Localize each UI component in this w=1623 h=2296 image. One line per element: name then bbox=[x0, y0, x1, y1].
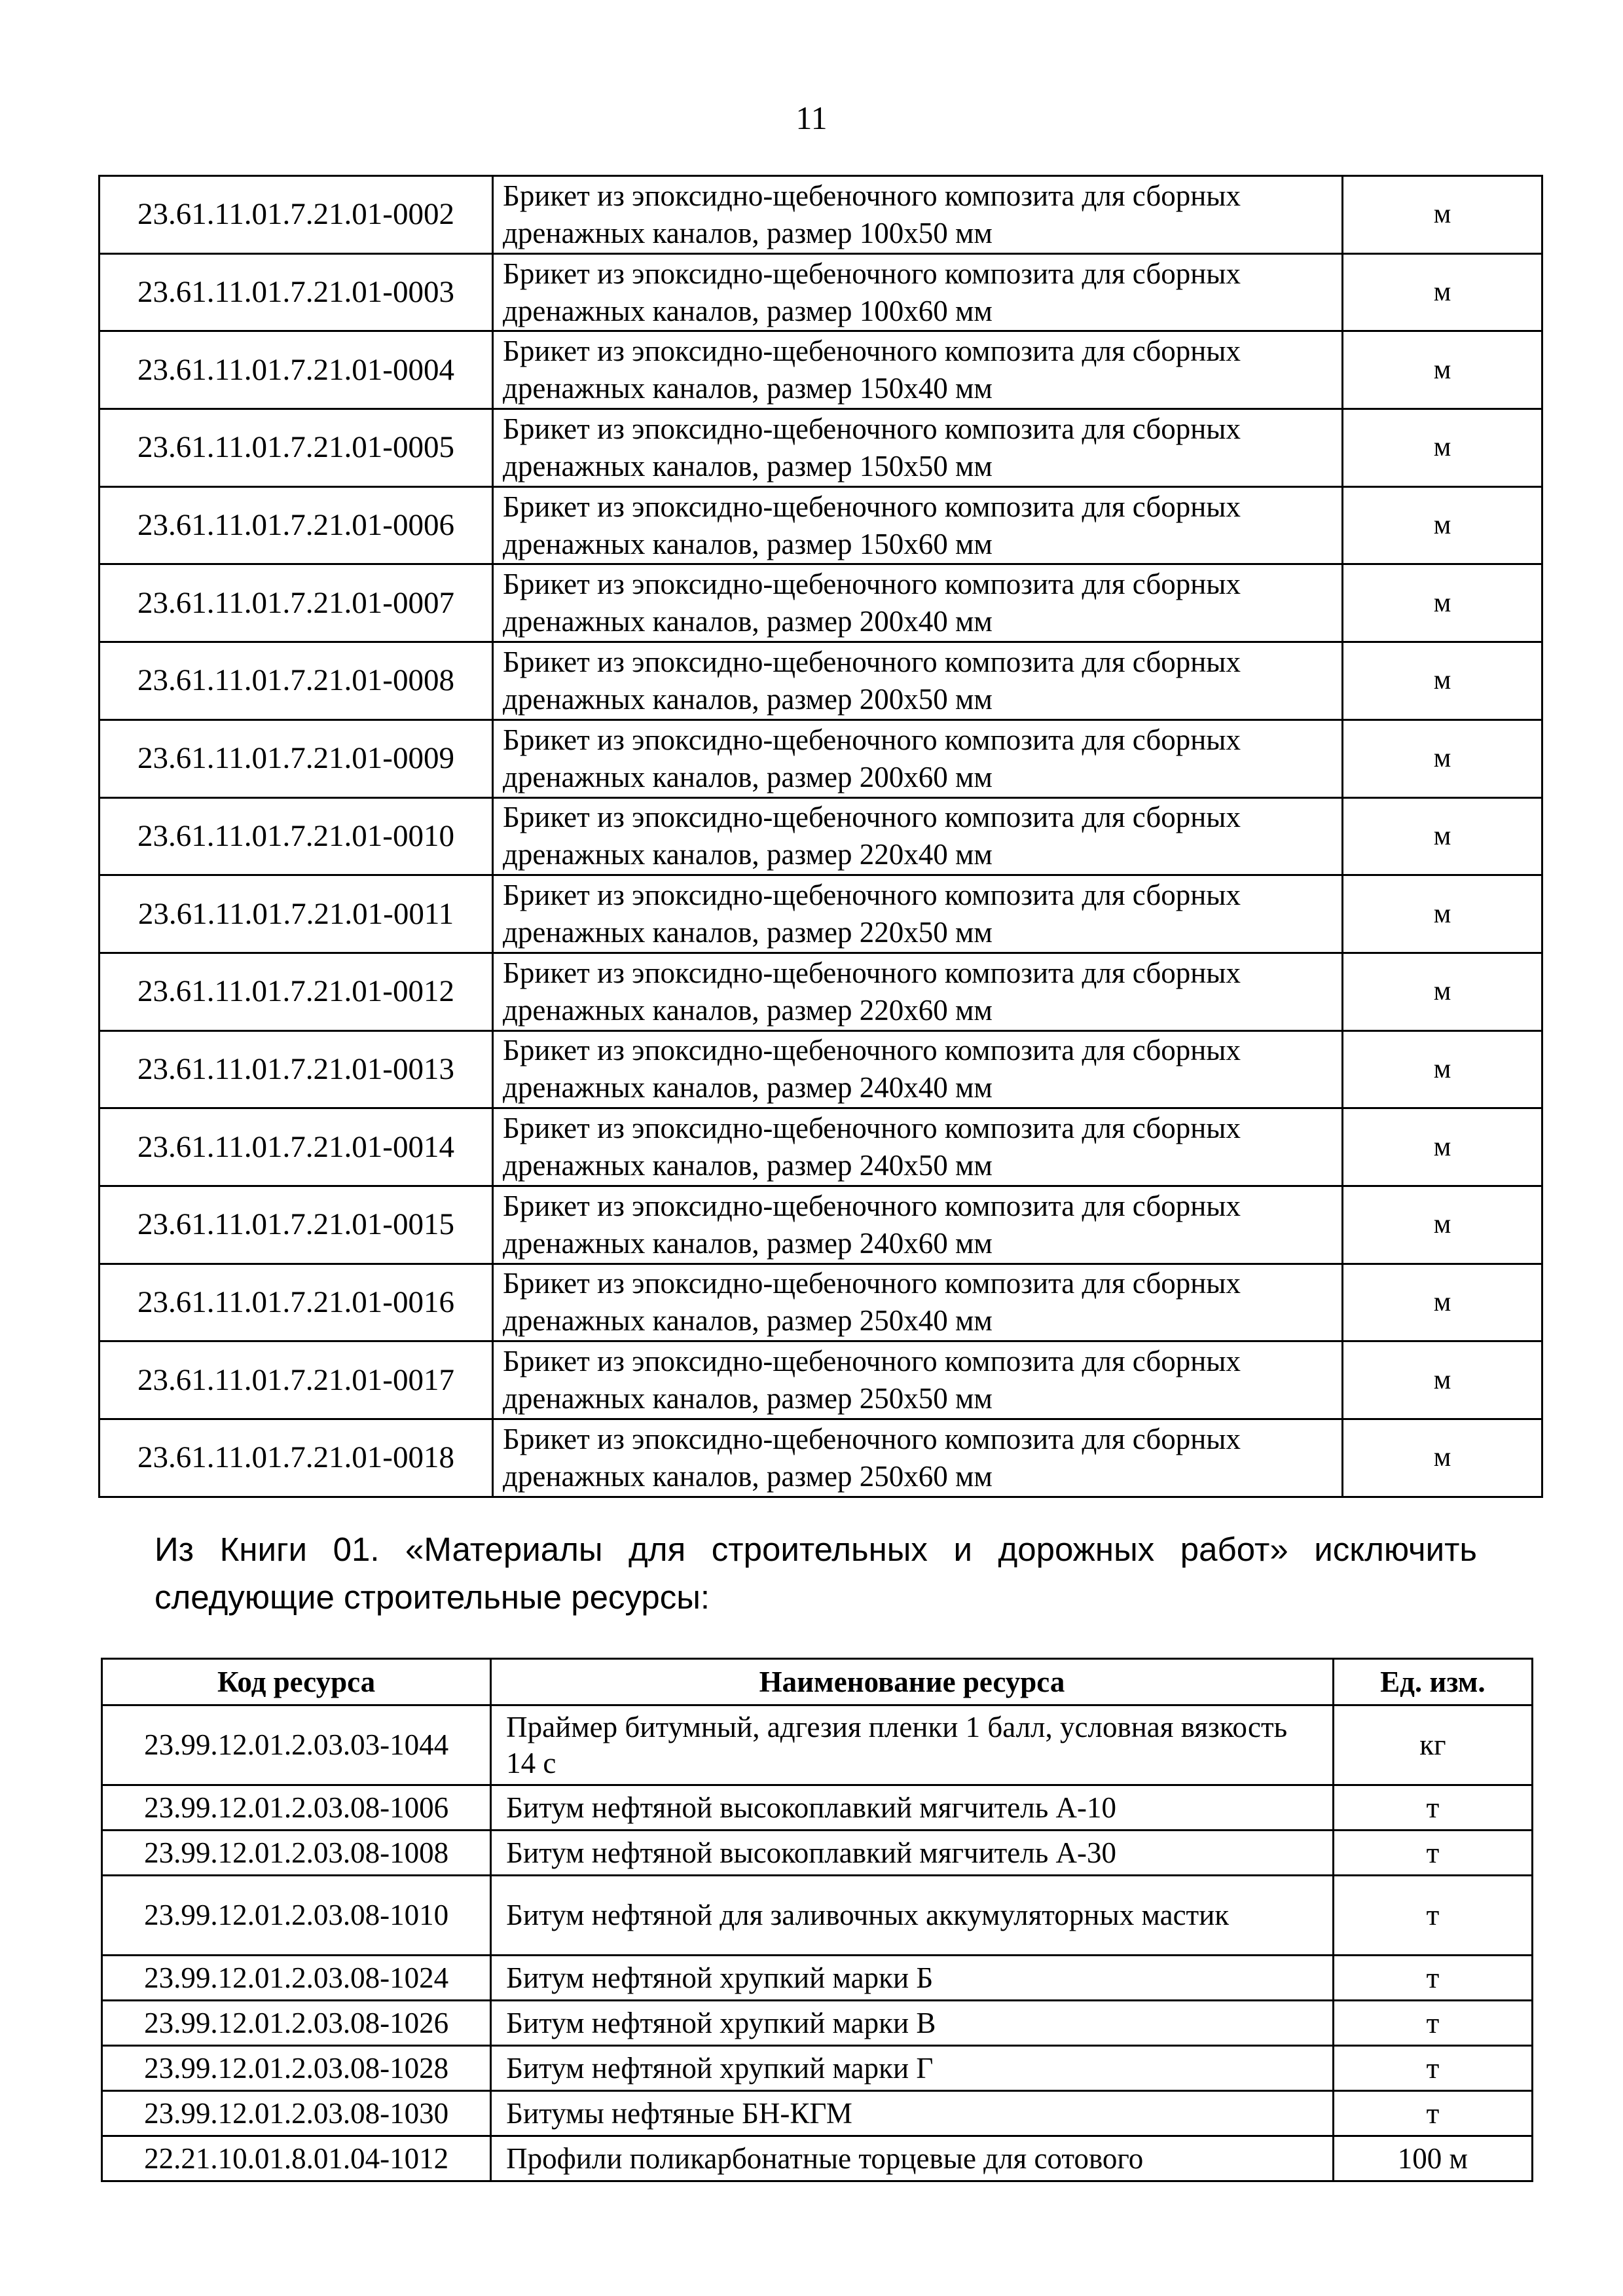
resource-unit-cell: м bbox=[1343, 486, 1542, 564]
resource-name-cell: Битум нефтяной хрупкий марки Г bbox=[491, 2046, 1334, 2091]
table-header-row bbox=[102, 1659, 1533, 1705]
resource-code-cell: 23.61.11.01.7.21.01-0002 bbox=[100, 176, 493, 254]
resource-unit-cell: м bbox=[1343, 331, 1542, 409]
resource-name-cell: Брикет из эпоксидно-щебеночного композита для сборных дренажных каналов, размер 220х60 мм bbox=[493, 953, 1343, 1030]
resource-name-cell: Брикет из эпоксидно-щебеночного композита для сборных дренажных каналов, размер 250х60 мм bbox=[493, 1419, 1343, 1497]
resource-code-cell: 23.61.11.01.7.21.01-0009 bbox=[100, 720, 493, 797]
table-row bbox=[100, 1186, 1542, 1264]
resource-name-cell: Брикет из эпоксидно-щебеночного композита для сборных дренажных каналов, размер 250х50 мм bbox=[493, 1341, 1343, 1419]
table-row bbox=[102, 1705, 1533, 1785]
table-row bbox=[100, 1264, 1542, 1341]
resource-name-cell: Битум нефтяной для заливочных аккумуляторных мастик bbox=[491, 1876, 1334, 1956]
resource-name-cell: Брикет из эпоксидно-щебеночного композита для сборных дренажных каналов, размер 150х50 мм bbox=[493, 409, 1343, 487]
resource-name-cell: Брикет из эпоксидно-щебеночного композита для сборных дренажных каналов, размер 240х60 мм bbox=[493, 1186, 1343, 1264]
resource-code-cell: 23.61.11.01.7.21.01-0004 bbox=[100, 331, 493, 409]
resource-code-cell: 23.61.11.01.7.21.01-0016 bbox=[100, 1264, 493, 1341]
resource-table-body bbox=[100, 176, 1542, 1497]
resource-unit-cell: м bbox=[1343, 253, 1542, 331]
resource-code-cell: 23.99.12.01.2.03.08-1006 bbox=[102, 1785, 491, 1831]
table-row bbox=[100, 1108, 1542, 1186]
table-row bbox=[100, 176, 1542, 254]
resource-code-cell: 23.61.11.01.7.21.01-0015 bbox=[100, 1186, 493, 1264]
resource-name-cell: Битум нефтяной хрупкий марки В bbox=[491, 2001, 1334, 2046]
resource-unit-cell: м bbox=[1343, 1186, 1542, 1264]
table-row bbox=[102, 1831, 1533, 1876]
table-row bbox=[100, 1341, 1542, 1419]
resource-unit-cell: м bbox=[1343, 1108, 1542, 1186]
resource-unit-cell: м bbox=[1343, 409, 1542, 487]
table-row bbox=[100, 409, 1542, 487]
resource-name-cell: Брикет из эпоксидно-щебеночного композита для сборных дренажных каналов, размер 220х50 мм bbox=[493, 875, 1343, 953]
resource-unit-cell: т bbox=[1333, 2046, 1532, 2091]
resource-code-cell: 23.99.12.01.2.03.08-1026 bbox=[102, 2001, 491, 2046]
table-row bbox=[100, 564, 1542, 642]
table-row bbox=[102, 2091, 1533, 2136]
header-unit: Ед. изм. bbox=[1333, 1659, 1532, 1705]
resource-unit-cell: кг bbox=[1333, 1705, 1532, 1785]
resource-unit-cell: м bbox=[1343, 720, 1542, 797]
resource-unit-cell: м bbox=[1343, 1419, 1542, 1497]
resource-code-cell: 23.61.11.01.7.21.01-0003 bbox=[100, 253, 493, 331]
resource-name-cell: Праймер битумный, адгезия пленки 1 балл, условная вязкость 14 с bbox=[491, 1705, 1334, 1785]
table-row bbox=[100, 642, 1542, 720]
resource-unit-cell: т bbox=[1333, 1785, 1532, 1831]
page-number: 11 bbox=[795, 100, 828, 136]
resource-name-cell: Брикет из эпоксидно-щебеночного композита для сборных дренажных каналов, размер 200х50 мм bbox=[493, 642, 1343, 720]
resource-code-cell: 23.61.11.01.7.21.01-0017 bbox=[100, 1341, 493, 1419]
resource-code-cell: 23.99.12.01.2.03.08-1028 bbox=[102, 2046, 491, 2091]
resource-name-cell: Битум нефтяной хрупкий марки Б bbox=[491, 1956, 1334, 2001]
resource-code-cell: 23.99.12.01.2.03.08-1030 bbox=[102, 2091, 491, 2136]
resource-name-cell: Брикет из эпоксидно-щебеночного композита для сборных дренажных каналов, размер 200х60 мм bbox=[493, 720, 1343, 797]
resource-code-cell: 23.61.11.01.7.21.01-0006 bbox=[100, 486, 493, 564]
resource-name-cell: Брикет из эпоксидно-щебеночного композита для сборных дренажных каналов, размер 240х50 мм bbox=[493, 1108, 1343, 1186]
resource-unit-cell: т bbox=[1333, 2001, 1532, 2046]
resource-unit-cell: 100 м bbox=[1333, 2136, 1532, 2181]
resource-name-cell: Брикет из эпоксидно-щебеночного композита для сборных дренажных каналов, размер 220х40 мм bbox=[493, 797, 1343, 875]
resource-name-cell: Битум нефтяной высокоплавкий мягчитель А-10 bbox=[491, 1785, 1334, 1831]
resource-unit-cell: м bbox=[1343, 1341, 1542, 1419]
resource-name-cell: Брикет из эпоксидно-щебеночного композита для сборных дренажных каналов, размер 200х40 мм bbox=[493, 564, 1343, 642]
resource-code-cell: 23.61.11.01.7.21.01-0012 bbox=[100, 953, 493, 1030]
table-row bbox=[100, 953, 1542, 1030]
header-code: Код ресурса bbox=[102, 1659, 491, 1705]
resource-code-cell: 23.61.11.01.7.21.01-0005 bbox=[100, 409, 493, 487]
excluded-resources-table bbox=[101, 1658, 1533, 2182]
table-row bbox=[102, 2046, 1533, 2091]
table-row bbox=[102, 2136, 1533, 2181]
resource-unit-cell: м bbox=[1343, 1264, 1542, 1341]
resource-code-cell: 23.99.12.01.2.03.08-1024 bbox=[102, 1956, 491, 2001]
resource-unit-cell: м bbox=[1343, 797, 1542, 875]
excluded-resources-body bbox=[102, 1705, 1533, 2181]
resource-name-cell: Брикет из эпоксидно-щебеночного композита для сборных дренажных каналов, размер 100х60 мм bbox=[493, 253, 1343, 331]
table-row bbox=[100, 1419, 1542, 1497]
exclusion-paragraph: Из Книги 01. «Материалы для строительных и дорожных работ» исключить следующие строительные ресурсы: bbox=[155, 1531, 1477, 1616]
resource-code-cell: 23.61.11.01.7.21.01-0018 bbox=[100, 1419, 493, 1497]
resource-code-cell: 23.61.11.01.7.21.01-0007 bbox=[100, 564, 493, 642]
resource-unit-cell: т bbox=[1333, 1956, 1532, 2001]
resource-code-cell: 23.61.11.01.7.21.01-0011 bbox=[100, 875, 493, 953]
table-row bbox=[102, 1785, 1533, 1831]
resource-code-cell: 23.61.11.01.7.21.01-0008 bbox=[100, 642, 493, 720]
resource-name-cell: Битумы нефтяные БН-КГМ bbox=[491, 2091, 1334, 2136]
resource-unit-cell: м bbox=[1343, 1030, 1542, 1108]
resource-unit-cell: т bbox=[1333, 1876, 1532, 1956]
resource-name-cell: Брикет из эпоксидно-щебеночного композита для сборных дренажных каналов, размер 150х60 мм bbox=[493, 486, 1343, 564]
resource-name-cell: Профили поликарбонатные торцевые для сотового bbox=[491, 2136, 1334, 2181]
resource-name-cell: Брикет из эпоксидно-щебеночного композита для сборных дренажных каналов, размер 240х40 мм bbox=[493, 1030, 1343, 1108]
table-row bbox=[100, 486, 1542, 564]
resource-unit-cell: м bbox=[1343, 564, 1542, 642]
resource-code-cell: 23.61.11.01.7.21.01-0014 bbox=[100, 1108, 493, 1186]
table-row bbox=[100, 1030, 1542, 1108]
resource-name-cell: Битум нефтяной высокоплавкий мягчитель А-30 bbox=[491, 1831, 1334, 1876]
resource-unit-cell: м bbox=[1343, 642, 1542, 720]
resource-code-cell: 23.99.12.01.2.03.03-1044 bbox=[102, 1705, 491, 1785]
resource-code-cell: 23.99.12.01.2.03.08-1010 bbox=[102, 1876, 491, 1956]
table-row bbox=[102, 1876, 1533, 1956]
table-row bbox=[102, 2001, 1533, 2046]
table-row bbox=[100, 797, 1542, 875]
table-row bbox=[100, 720, 1542, 797]
table-row bbox=[100, 331, 1542, 409]
resource-unit-cell: м bbox=[1343, 176, 1542, 254]
resource-name-cell: Брикет из эпоксидно-щебеночного композита для сборных дренажных каналов, размер 150х40 мм bbox=[493, 331, 1343, 409]
table-row bbox=[102, 1956, 1533, 2001]
table-row bbox=[100, 875, 1542, 953]
header-name: Наименование ресурса bbox=[491, 1659, 1334, 1705]
resource-code-cell: 22.21.10.01.8.01.04-1012 bbox=[102, 2136, 491, 2181]
resource-unit-cell: т bbox=[1333, 1831, 1532, 1876]
resource-name-cell: Брикет из эпоксидно-щебеночного композита для сборных дренажных каналов, размер 250х40 мм bbox=[493, 1264, 1343, 1341]
resource-unit-cell: т bbox=[1333, 2091, 1532, 2136]
resource-code-cell: 23.61.11.01.7.21.01-0013 bbox=[100, 1030, 493, 1108]
resource-code-cell: 23.61.11.01.7.21.01-0010 bbox=[100, 797, 493, 875]
resource-unit-cell: м bbox=[1343, 875, 1542, 953]
resource-table-continued bbox=[98, 175, 1543, 1498]
resource-unit-cell: м bbox=[1343, 953, 1542, 1030]
resource-name-cell: Брикет из эпоксидно-щебеночного композита для сборных дренажных каналов, размер 100х50 мм bbox=[493, 176, 1343, 254]
table-row bbox=[100, 253, 1542, 331]
resource-code-cell: 23.99.12.01.2.03.08-1008 bbox=[102, 1831, 491, 1876]
